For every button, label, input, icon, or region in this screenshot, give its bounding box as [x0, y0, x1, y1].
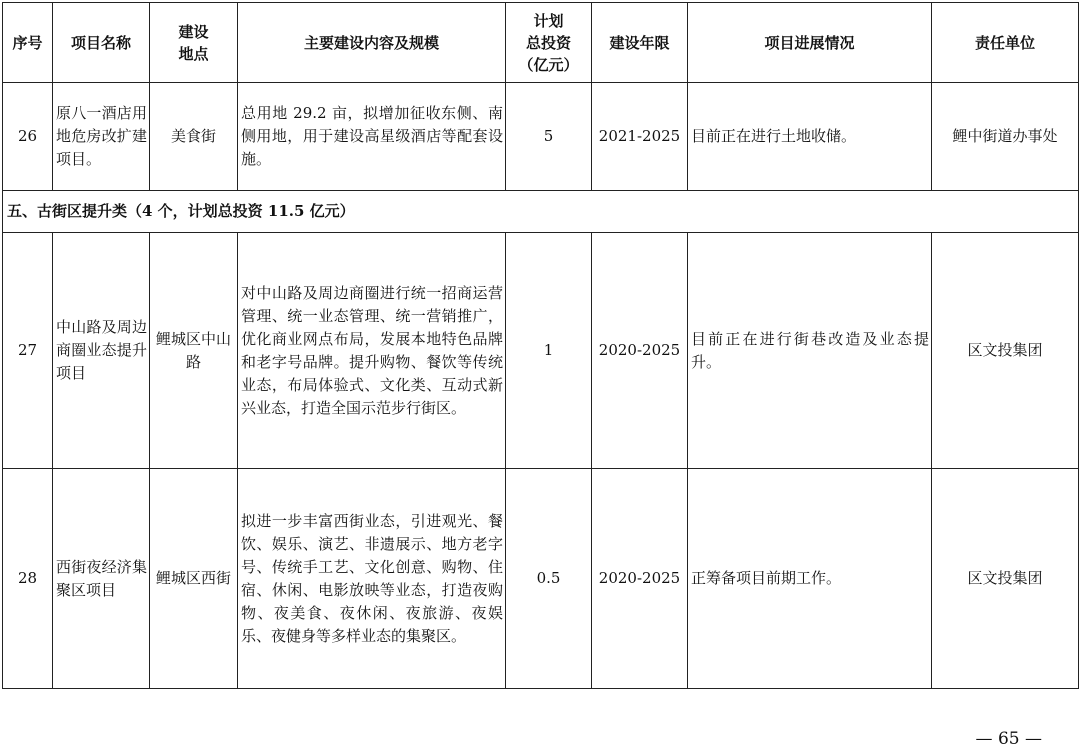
header-row [3, 3, 1079, 83]
cell-period: 2021-2025 [592, 83, 688, 191]
cell-seq: 27 [3, 233, 53, 469]
header-unit: 责任单位 [932, 3, 1079, 83]
header-location [150, 3, 238, 83]
cell-content: 对中山路及周边商圈进行统一招商运营管理、统一业态管理、统一营销推广，优化商业网点布局，发展本地特色品牌和老字号品牌。提升购物、餐饮等传统业态，布局体验式、文化类、互动式新兴业态，打造全国示范步行街区。 [238, 233, 506, 469]
cell-progress: 正筹备项目前期工作。 [688, 469, 932, 689]
cell-investment: 0.5 [506, 469, 592, 689]
header-location-line2: 地点 [178, 44, 209, 63]
cell-seq: 28 [3, 469, 53, 689]
header-name: 项目名称 [53, 3, 150, 83]
table-row [3, 469, 1079, 689]
cell-period: 2020-2025 [592, 469, 688, 689]
cell-progress: 目前正在进行街巷改造及业态提升。 [688, 233, 932, 469]
project-table [2, 2, 1079, 689]
section-row [3, 191, 1079, 233]
cell-name: 原八一酒店用地危房改扩建项目。 [53, 83, 150, 191]
cell-period: 2020-2025 [592, 233, 688, 469]
header-seq: 序号 [3, 3, 53, 83]
cell-unit: 区文投集团 [932, 233, 1079, 469]
cell-investment: 1 [506, 233, 592, 469]
header-content: 主要建设内容及规模 [238, 3, 506, 83]
page-number: — 65 — [975, 729, 1042, 749]
header-progress: 项目进展情况 [688, 3, 932, 83]
header-location-line1: 建设 [178, 22, 209, 41]
table-row [3, 83, 1079, 191]
cell-location: 鲤城区中山路 [150, 233, 238, 469]
cell-unit: 鲤中街道办事处 [932, 83, 1079, 191]
cell-location: 美食街 [150, 83, 238, 191]
cell-progress: 目前正在进行土地收储。 [688, 83, 932, 191]
table-row [3, 233, 1079, 469]
header-investment [506, 3, 592, 83]
cell-unit: 区文投集团 [932, 469, 1079, 689]
cell-name: 西街夜经济集聚区项目 [53, 469, 150, 689]
header-period: 建设年限 [592, 3, 688, 83]
cell-location: 鲤城区西街 [150, 469, 238, 689]
header-investment-line3: （亿元） [518, 55, 579, 74]
section-title: 五、古街区提升类（4 个，计划总投资 11.5 亿元） [3, 191, 1079, 233]
header-investment-line1: 计划 [533, 11, 564, 30]
header-investment-line2: 总投资 [525, 33, 571, 52]
cell-seq: 26 [3, 83, 53, 191]
cell-name: 中山路及周边商圈业态提升项目 [53, 233, 150, 469]
cell-content: 拟进一步丰富西街业态，引进观光、餐饮、娱乐、演艺、非遗展示、地方老字号、传统手工艺、文化创意、购物、住宿、休闲、电影放映等业态，打造夜购物、夜美食、夜休闲、夜旅游、夜娱乐、夜健身等多样业态的集聚区。 [238, 469, 506, 689]
cell-investment: 5 [506, 83, 592, 191]
cell-content: 总用地 29.2 亩，拟增加征收东侧、南侧用地，用于建设高星级酒店等配套设施。 [238, 83, 506, 191]
